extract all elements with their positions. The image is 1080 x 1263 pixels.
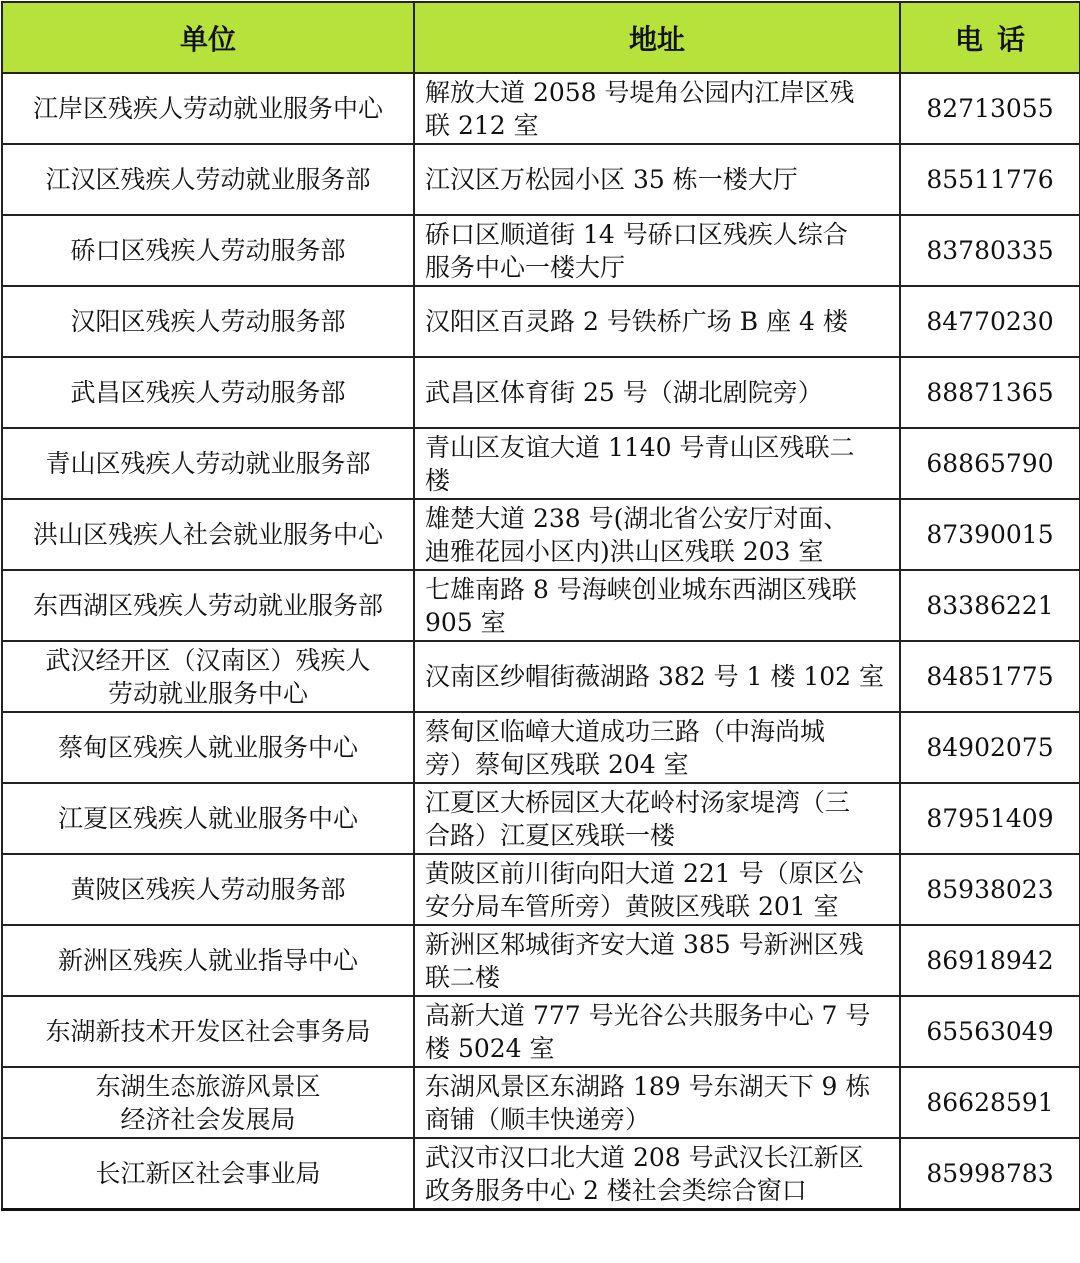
unit-name-line: 蔡甸区残疾人就业服务中心 <box>57 733 358 762</box>
unit-name-line: 洪山区残疾人社会就业服务中心 <box>32 520 383 549</box>
address-cell <box>414 73 900 144</box>
table-row <box>2 641 1080 712</box>
header-row <box>2 2 1080 73</box>
address-line: 江汉区万松园小区 35 栋一楼大厅 <box>425 165 798 194</box>
unit-name-line: 东湖新技术开发区社会事务局 <box>45 1017 371 1046</box>
address-line: 合路）江夏区残联一楼 <box>425 820 676 850</box>
unit-cell <box>2 73 414 144</box>
address-cell <box>414 641 900 712</box>
unit-cell <box>2 499 414 570</box>
unit-cell <box>2 1067 414 1138</box>
phone-cell: 85998783 <box>900 1138 1080 1210</box>
address-line: 蔡甸区临嶂大道成功三路（中海尚城 <box>425 716 826 746</box>
phone-cell: 85938023 <box>900 854 1080 925</box>
address-cell <box>414 854 900 925</box>
address-line: 新洲区邾城街齐安大道 385 号新洲区残 <box>425 929 864 959</box>
address-cell <box>414 712 900 783</box>
phone-cell: 87951409 <box>900 783 1080 854</box>
address-line: 雄楚大道 238 号(湖北省公安厅对面、 <box>425 503 849 533</box>
address-line: 高新大道 777 号光谷公共服务中心 7 号 <box>425 1000 871 1030</box>
address-line: 905 室 <box>425 607 506 637</box>
unit-name-line: 东湖生态旅游风景区 <box>95 1071 321 1101</box>
address-line: 旁）蔡甸区残联 204 室 <box>425 749 689 779</box>
unit-name-line: 黄陂区残疾人劳动服务部 <box>70 875 346 904</box>
phone-cell: 83780335 <box>900 215 1080 286</box>
address-cell <box>414 783 900 854</box>
unit-cell <box>2 854 414 925</box>
unit-name-line: 武昌区残疾人劳动服务部 <box>70 378 346 407</box>
table-row <box>2 783 1080 854</box>
address-cell <box>414 357 900 428</box>
phone-cell: 84902075 <box>900 712 1080 783</box>
phone-cell: 85511776 <box>900 144 1080 215</box>
unit-name-line: 长江新区社会事业局 <box>95 1159 321 1188</box>
unit-name-line: 经济社会发展局 <box>120 1104 296 1134</box>
table-row <box>2 1138 1080 1210</box>
table-row <box>2 499 1080 570</box>
address-line: 服务中心一楼大厅 <box>425 252 626 282</box>
table-row <box>2 712 1080 783</box>
unit-name-line: 劳动就业服务中心 <box>107 678 308 708</box>
table-row <box>2 357 1080 428</box>
address-cell <box>414 144 900 215</box>
table-row <box>2 925 1080 996</box>
phone-cell: 87390015 <box>900 499 1080 570</box>
unit-cell <box>2 144 414 215</box>
address-cell <box>414 996 900 1067</box>
unit-name-line: 新洲区残疾人就业指导中心 <box>57 946 358 975</box>
unit-cell <box>2 428 414 499</box>
unit-cell <box>2 641 414 712</box>
phone-cell: 84770230 <box>900 286 1080 357</box>
unit-name-line: 江汉区残疾人劳动就业服务部 <box>45 165 371 194</box>
address-line: 安分局车管所旁）黄陂区残联 201 室 <box>425 891 839 921</box>
table-row <box>2 570 1080 641</box>
table-row <box>2 428 1080 499</box>
table-row <box>2 1067 1080 1138</box>
unit-name-line: 江岸区残疾人劳动就业服务中心 <box>32 94 383 123</box>
phone-cell: 68865790 <box>900 428 1080 499</box>
unit-cell <box>2 570 414 641</box>
table-row <box>2 996 1080 1067</box>
unit-name-line: 武汉经开区（汉南区）残疾人 <box>45 645 371 675</box>
unit-name-line: 江夏区残疾人就业服务中心 <box>57 804 358 833</box>
address-cell <box>414 215 900 286</box>
phone-cell: 86628591 <box>900 1067 1080 1138</box>
address-line: 商铺（顺丰快递旁） <box>425 1104 651 1134</box>
unit-name-line: 汉阳区残疾人劳动服务部 <box>70 307 346 336</box>
unit-cell <box>2 925 414 996</box>
address-line: 武汉市汉口北大道 208 号武汉长江新区 <box>425 1142 864 1172</box>
address-line: 联二楼 <box>425 962 501 992</box>
table-row <box>2 854 1080 925</box>
address-cell <box>414 286 900 357</box>
unit-cell <box>2 357 414 428</box>
address-line: 迪雅花园小区内)洪山区残联 203 室 <box>425 536 824 566</box>
table-body <box>2 73 1080 1210</box>
unit-name-line: 东西湖区残疾人劳动就业服务部 <box>32 591 383 620</box>
unit-cell <box>2 215 414 286</box>
unit-name-line: 青山区残疾人劳动就业服务部 <box>45 449 371 478</box>
phone-cell: 84851775 <box>900 641 1080 712</box>
address-line: 政务服务中心 2 楼社会类综合窗口 <box>425 1175 807 1205</box>
unit-cell <box>2 286 414 357</box>
unit-name-line: 硚口区残疾人劳动服务部 <box>70 236 346 265</box>
address-cell <box>414 570 900 641</box>
phone-cell: 86918942 <box>900 925 1080 996</box>
address-cell <box>414 1138 900 1210</box>
unit-cell <box>2 712 414 783</box>
address-line: 江夏区大桥园区大花岭村汤家堤湾（三 <box>425 787 851 817</box>
address-line: 武昌区体育街 25 号（湖北剧院旁） <box>425 378 823 407</box>
table-row <box>2 144 1080 215</box>
phone-cell: 65563049 <box>900 996 1080 1067</box>
phone-cell: 82713055 <box>900 73 1080 144</box>
table-row <box>2 215 1080 286</box>
table-header <box>2 2 1080 73</box>
address-line: 东湖风景区东湖路 189 号东湖天下 9 栋 <box>425 1071 871 1101</box>
address-line: 七雄南路 8 号海峡创业城东西湖区残联 <box>425 574 857 604</box>
header-address: 地址 <box>414 2 900 73</box>
header-phone: 电话 <box>900 2 1080 73</box>
address-line: 黄陂区前川街向阳大道 221 号（原区公 <box>425 858 864 888</box>
address-line: 汉阳区百灵路 2 号铁桥广场 B 座 4 楼 <box>425 307 848 336</box>
address-cell <box>414 428 900 499</box>
address-line: 汉南区纱帽街薇湖路 382 号 1 楼 102 室 <box>425 662 885 691</box>
address-cell <box>414 1067 900 1138</box>
table-row <box>2 73 1080 144</box>
address-line: 硚口区顺道街 14 号硚口区残疾人综合 <box>425 219 848 249</box>
phone-cell: 83386221 <box>900 570 1080 641</box>
header-unit: 单位 <box>2 2 414 73</box>
address-line: 解放大道 2058 号堤角公园内江岸区残 <box>425 77 855 107</box>
address-line: 楼 5024 室 <box>425 1033 555 1063</box>
address-cell <box>414 499 900 570</box>
unit-cell <box>2 783 414 854</box>
address-line: 联 212 室 <box>425 110 539 140</box>
address-cell <box>414 925 900 996</box>
service-center-table <box>1 1 1080 1211</box>
unit-cell <box>2 996 414 1067</box>
address-line: 楼 <box>425 465 451 495</box>
phone-cell: 88871365 <box>900 357 1080 428</box>
table-row <box>2 286 1080 357</box>
address-line: 青山区友谊大道 1140 号青山区残联二 <box>425 432 855 462</box>
unit-cell <box>2 1138 414 1210</box>
